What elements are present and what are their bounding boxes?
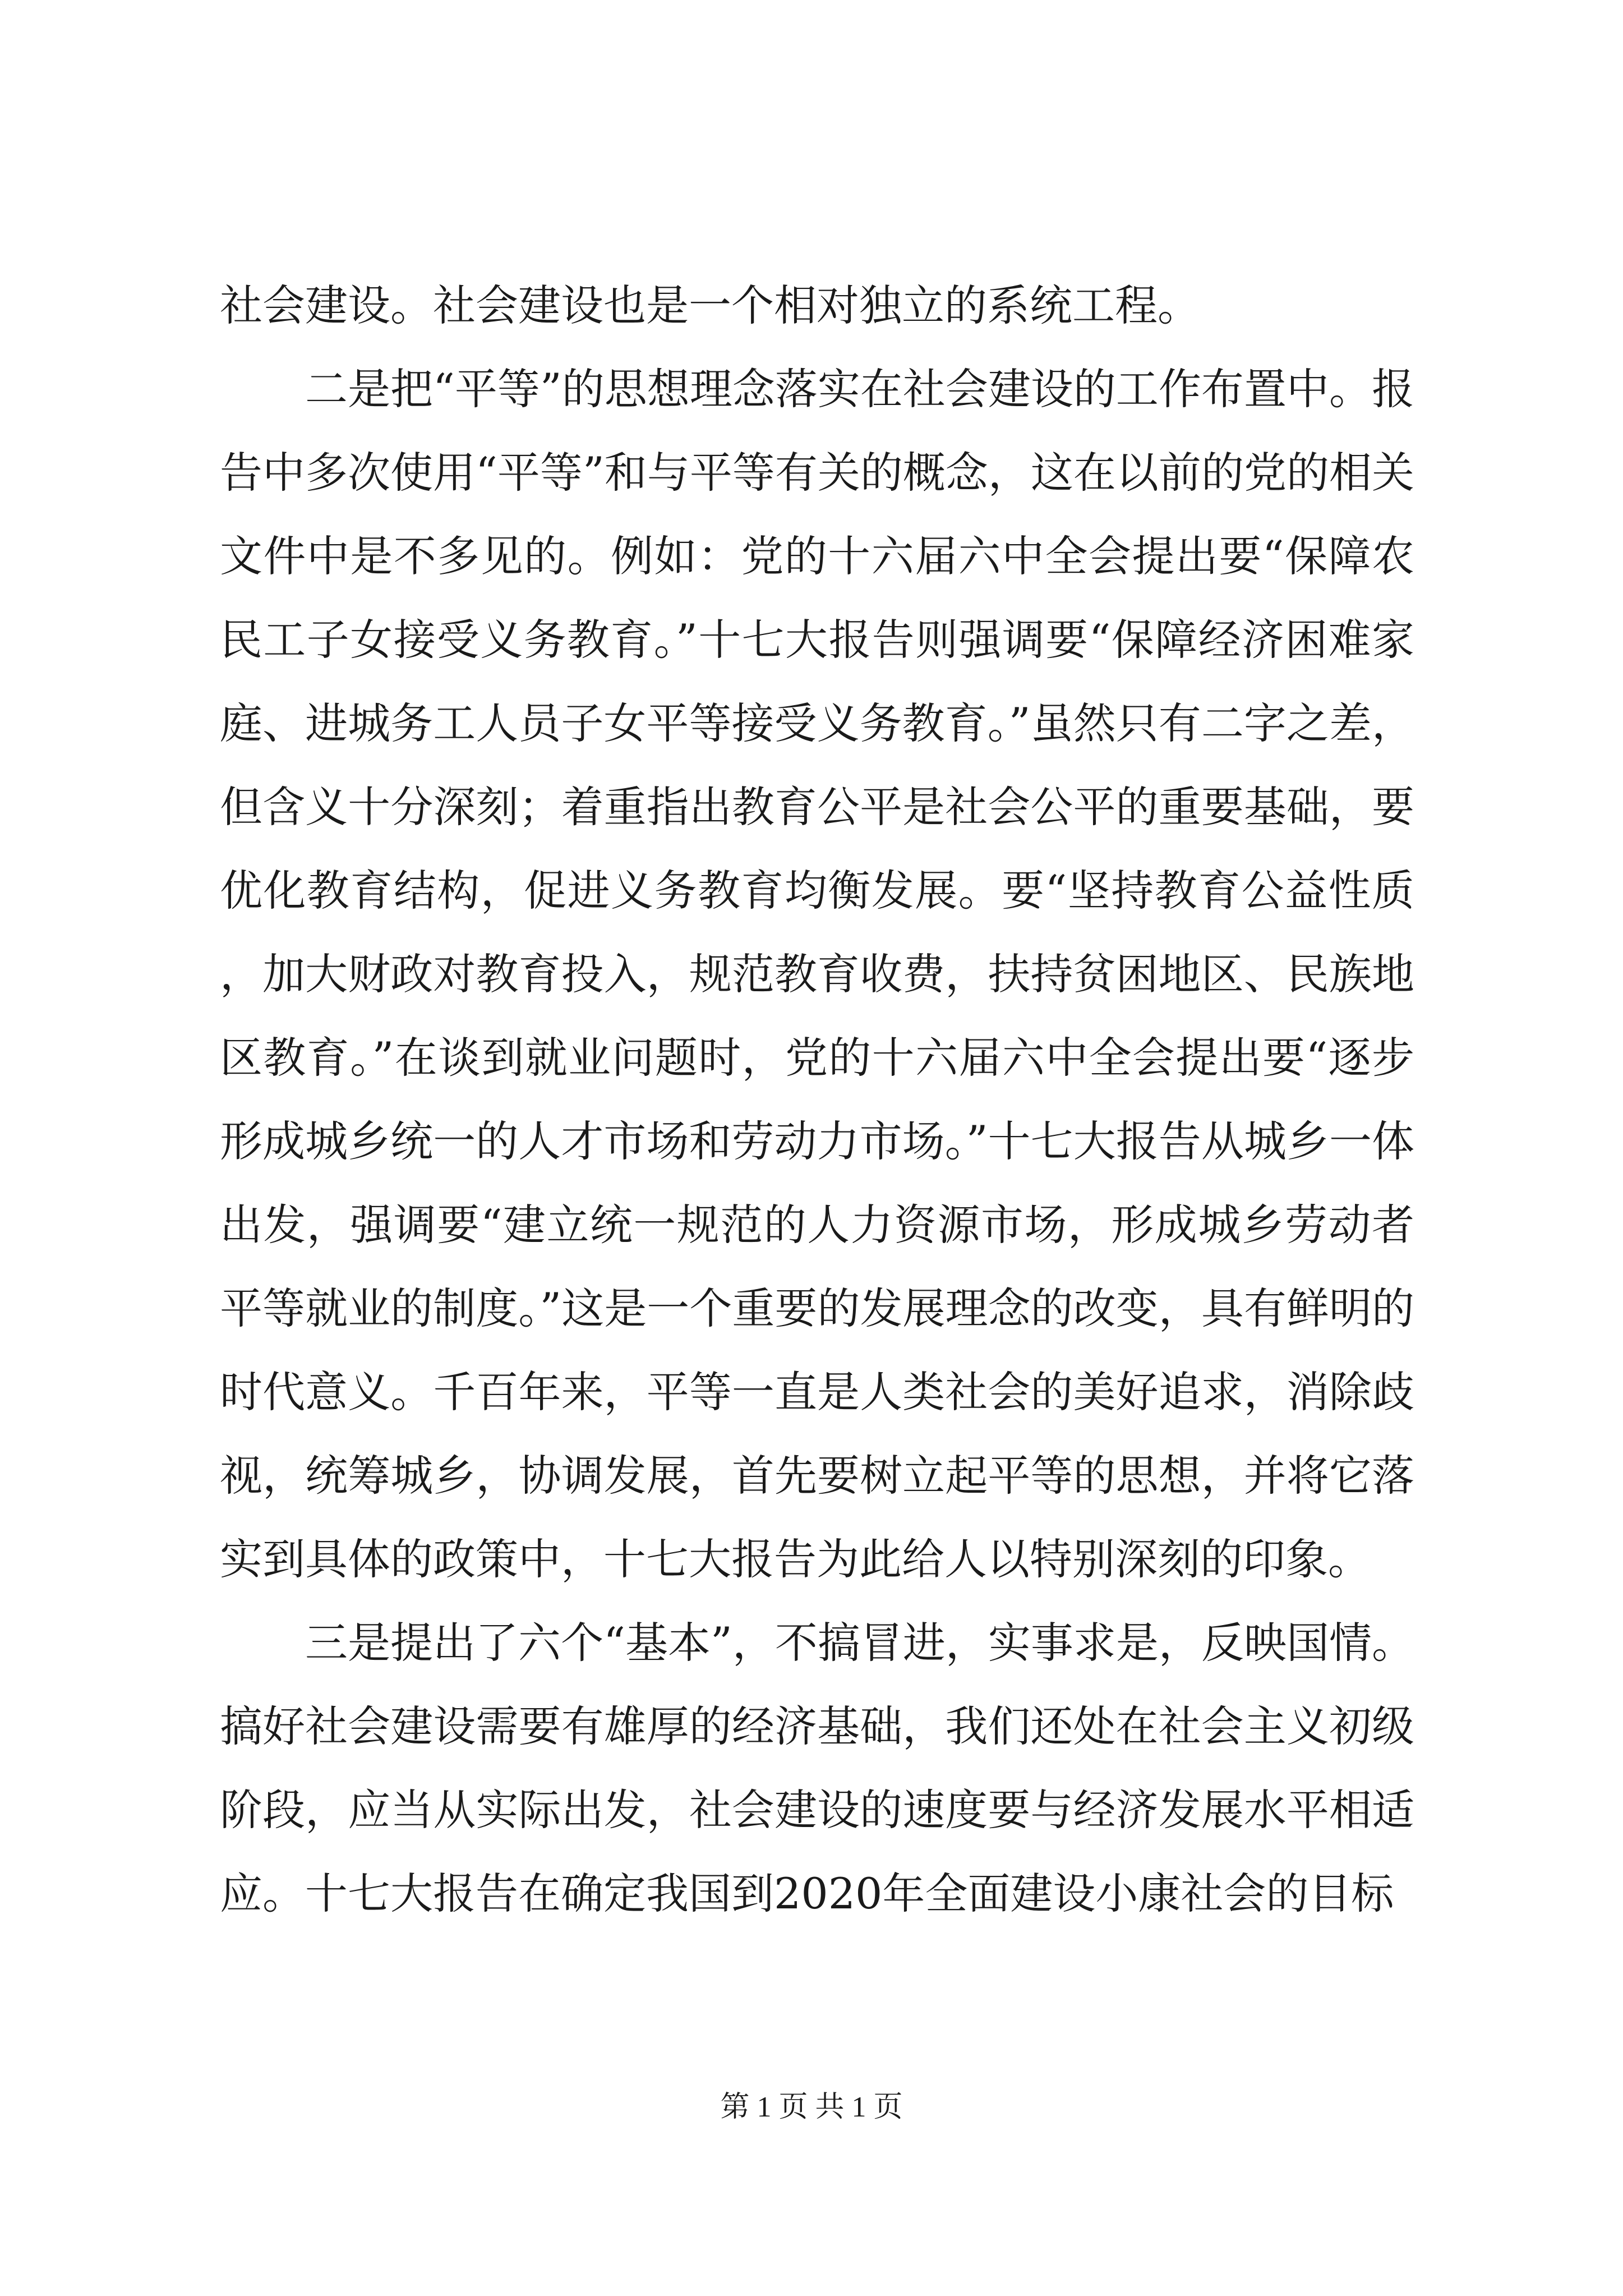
paragraph-equality: 二是把“平等”的思想理念落实在社会建设的工作布置中。报告中多次使用“平等”和与平等有关的概念，这在以前的党的相关文件中是不多见的。例如：党的十六届六中全会提出要“保障农民工子女接受义务教育。”十七大报告则强调要“保障经济困难家庭、进城务工人员子女平等接受义务教育。”虽然只有二字之差，但含义十分深刻；着重指出教育公平是社会公平的重要基础，要优化教育结构，促进义务教育均衡发展。要“坚持教育公益性质，加大财政对教育投入，规范教育收费，扶持贫困地区、民族地区教育。”在谈到就业问题时，党的十六届六中全会提出要“逐步形成城乡统一的人才市场和劳动力市场。”十七大报告从城乡一体出发，强调要“建立统一规范的人力资源市场，形成城乡劳动者平等就业的制度。”这是一个重要的发展理念的改变，具有鲜明的时代意义。千百年来，平等一直是人类社会的美好追求，消除歧视，统筹城乡，协调发展，首先要树立起平等的思想，并将它落实到具体的政策中，十七大报告为此给人以特别深刻的印象。	[220, 364, 1414, 1584]
page-number-footer: 第 1 页 共 1 页	[720, 2091, 903, 2123]
document-body	[220, 264, 1414, 1935]
paragraph-continuation: 社会建设。社会建设也是一个相对独立的系统工程。	[220, 280, 1200, 330]
paragraph-six-basics: 三是提出了六个“基本”，不搞冒进，实事求是，反映国情。搞好社会建设需要有雄厚的经济基础，我们还处在社会主义初级阶段，应当从实际出发，社会建设的速度要与经济发展水平相适应。十七大报告在确定我国到2020年全面建设小康社会的目标	[220, 1618, 1414, 1918]
